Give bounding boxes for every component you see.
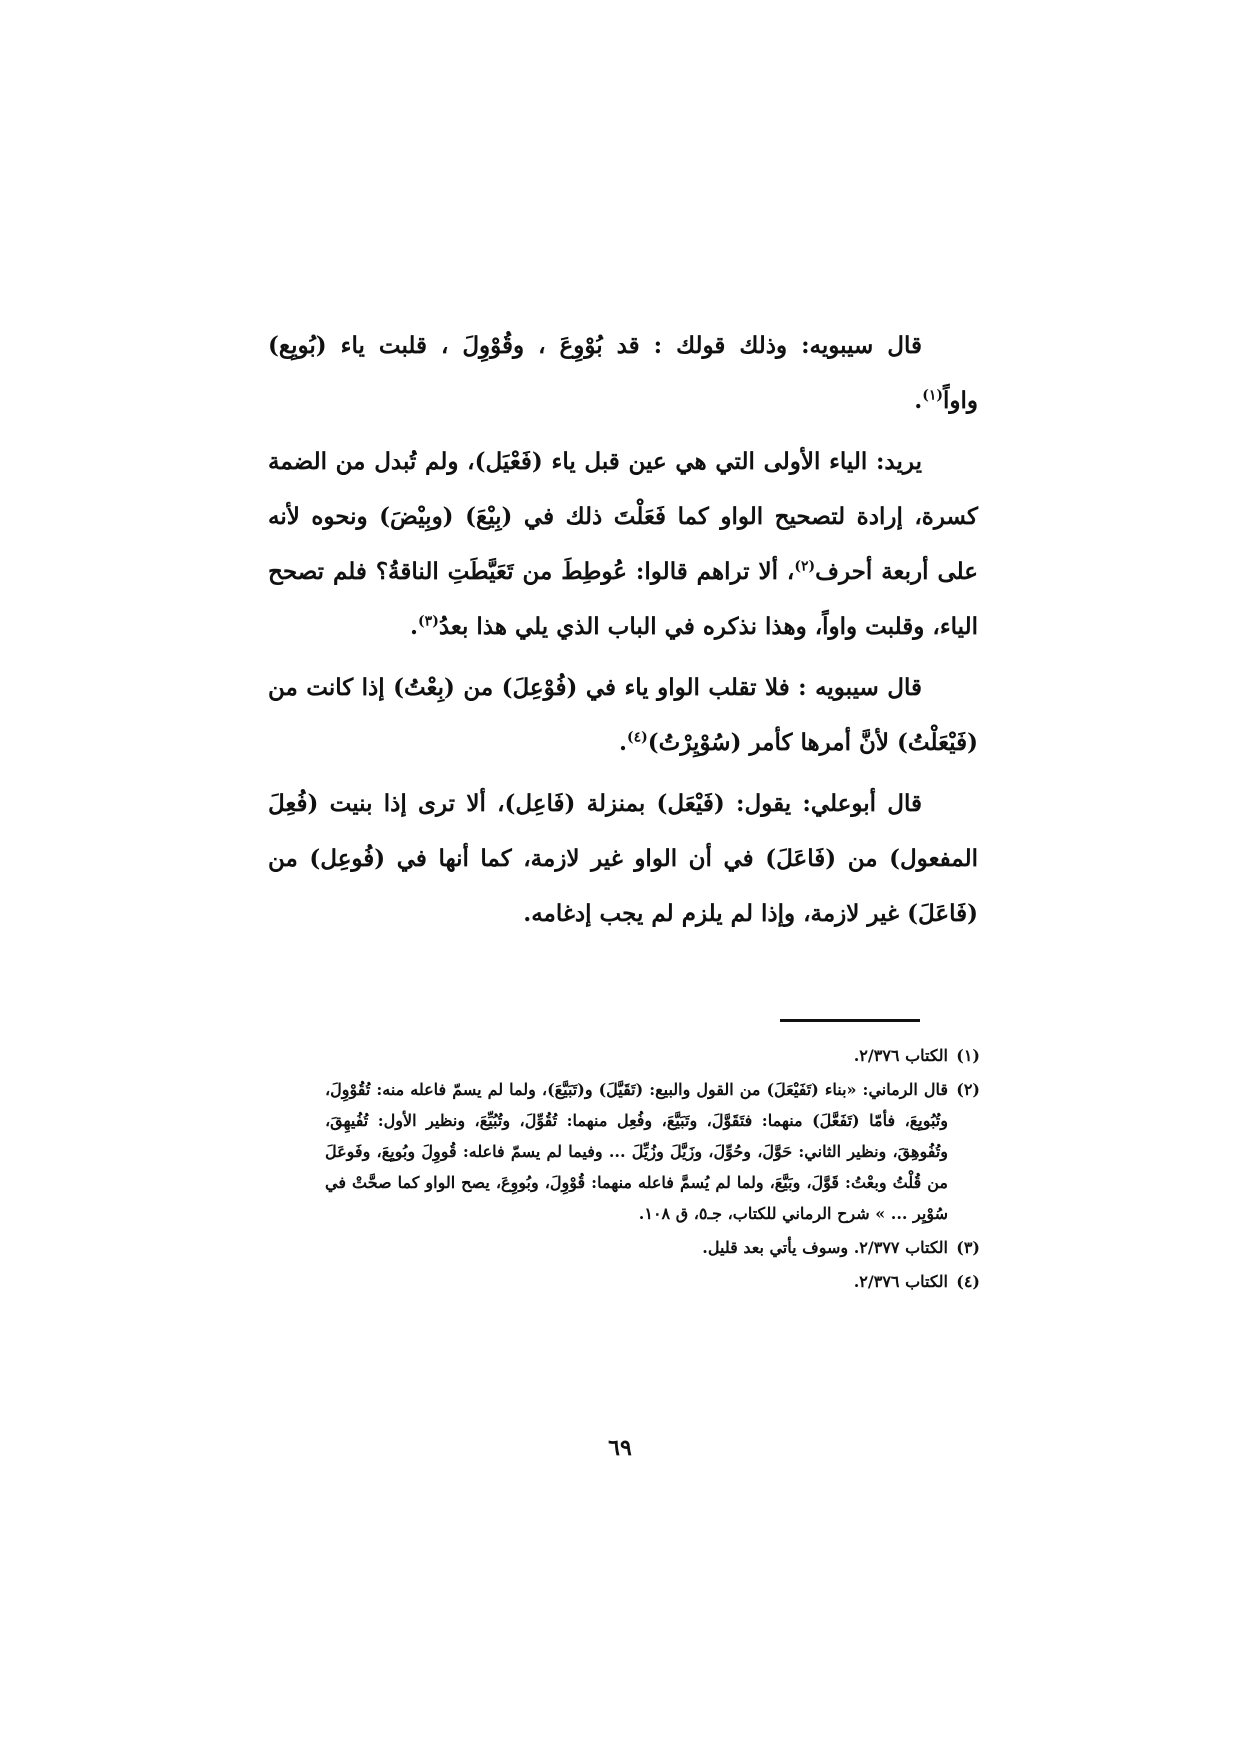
- footnote-number: (٢): [956, 1080, 980, 1099]
- page-number: ٦٩: [608, 1435, 632, 1461]
- paragraph-text: يقول: (فَيْعَل) بمنزلة (فَاعِل)، ألا ترى إذا بنيت (فُعِلَ المفعول) من (فَاعَلَ) في أن الواو غير لازمة، كما أنها في (فُوعِل) من (فَاعَلَ) غير لازمة، وإذا لم يلزم لم يجب إدغامه.: [268, 790, 978, 927]
- footnote-ref: (٤): [627, 729, 648, 746]
- speaker-label: قال أبوعلي:: [802, 790, 922, 817]
- paragraph-quote-2: [268, 660, 978, 770]
- paragraph-commentary-1: [268, 434, 978, 654]
- paragraph-commentary-2: [268, 776, 978, 941]
- main-text: [268, 318, 978, 947]
- footnote-1: [325, 1040, 980, 1071]
- footnote-text: الكتاب ٢/٣٧٦.: [853, 1046, 948, 1065]
- paragraph-tail: .: [914, 387, 923, 414]
- paragraph-tail: ، ألا تراهم قالوا: عُوطِطَ من تَعَيَّطَتِ الناقةُ؟ فلم تصحح الياء، وقلبت واواً، وهذا نذكره في الباب الذي يلي هذا بعدُ: [268, 558, 978, 640]
- footnote-2: [325, 1074, 980, 1229]
- footnote-text: الكتاب ٢/٣٧٦.: [853, 1272, 948, 1291]
- paragraph-tail: .: [619, 729, 628, 756]
- paragraph-text: يريد: الياء الأولى التي هي عين قبل ياء (فَعْيَل)، ولم تُبدل من الضمة كسرة، إرادة لتصحيح الواو كما فَعَلْتَ ذلك في (بِيْعَ) (وبِيْضَ) ونحوه لأنه على أربعة أحرف: [268, 448, 978, 585]
- footnote-ref: (٢): [794, 558, 816, 575]
- footnote-text: الكتاب ٢/٣٧٧. وسوف يأتي بعد قليل.: [702, 1238, 948, 1257]
- footnote-ref: (٣): [418, 613, 439, 630]
- footnote-divider: [780, 1019, 920, 1022]
- paragraph-text: فلا تقلب الواو ياء في (فُوْعِلَ) من (بِعْتُ) إذا كانت من (فَيْعَلْتُ) لأنَّ أمرها كأمر (سُوْيِرْتُ): [268, 674, 978, 756]
- footnote-ref: (١): [922, 387, 943, 404]
- footnote-number: (٤): [956, 1272, 980, 1291]
- footnote-number: (١): [956, 1046, 980, 1065]
- footnotes: [325, 1040, 980, 1300]
- footnote-text: قال الرماني: «بناء (تَفَيْعَلَ) من القول والبيع: (تَقَيَّلَ) و(تَبَيَّعَ)، ولما لم يسمّ فاعله منه: تُقُوْوِلَ، وتُبُويِعَ، فأمّا (تَفَعَّلَ) منهما: فتَقَوَّلَ، وتَبَيَّعَ، وفُعِل منهما: تُقُوِّلَ، وتُبُيِّعَ، ونظير الأول: تُفُيهِقَ، وتُفُوهِقَ، ونظير الثاني: حَوَّلَ، وحُوِّلَ، وزَيَّلَ وزُيِّلَ ... وفيما لم يسمّ فاعله: قُووِلَ وبُويِعَ، وفَوعَلَ من قُلْتُ وبعْتُ: قَوَّلَ، وبَيَّعَ، ولما لم يُسمَّ فاعله منهما: قُوْوِلَ، وبُووِعَ، يصح الواو كما صحَّتْ في سُوْيِر ... » شرح الرماني للكتاب، جـ٥، ق ١٠٨.: [325, 1080, 948, 1223]
- speaker-label: قال سيبويه:: [801, 332, 923, 359]
- paragraph-tail: .: [410, 613, 419, 640]
- footnote-3: [325, 1232, 980, 1263]
- footnote-4: [325, 1266, 980, 1297]
- speaker-label: قال سيبويه :: [798, 674, 922, 701]
- footnote-number: (٣): [956, 1238, 980, 1257]
- paragraph-text: وذلك قولك : قد بُوْوِعَ ، وقُوْوِلَ ، قلبت ياء (بُويِع) واواً: [268, 332, 978, 414]
- paragraph-quote-1: [268, 318, 978, 428]
